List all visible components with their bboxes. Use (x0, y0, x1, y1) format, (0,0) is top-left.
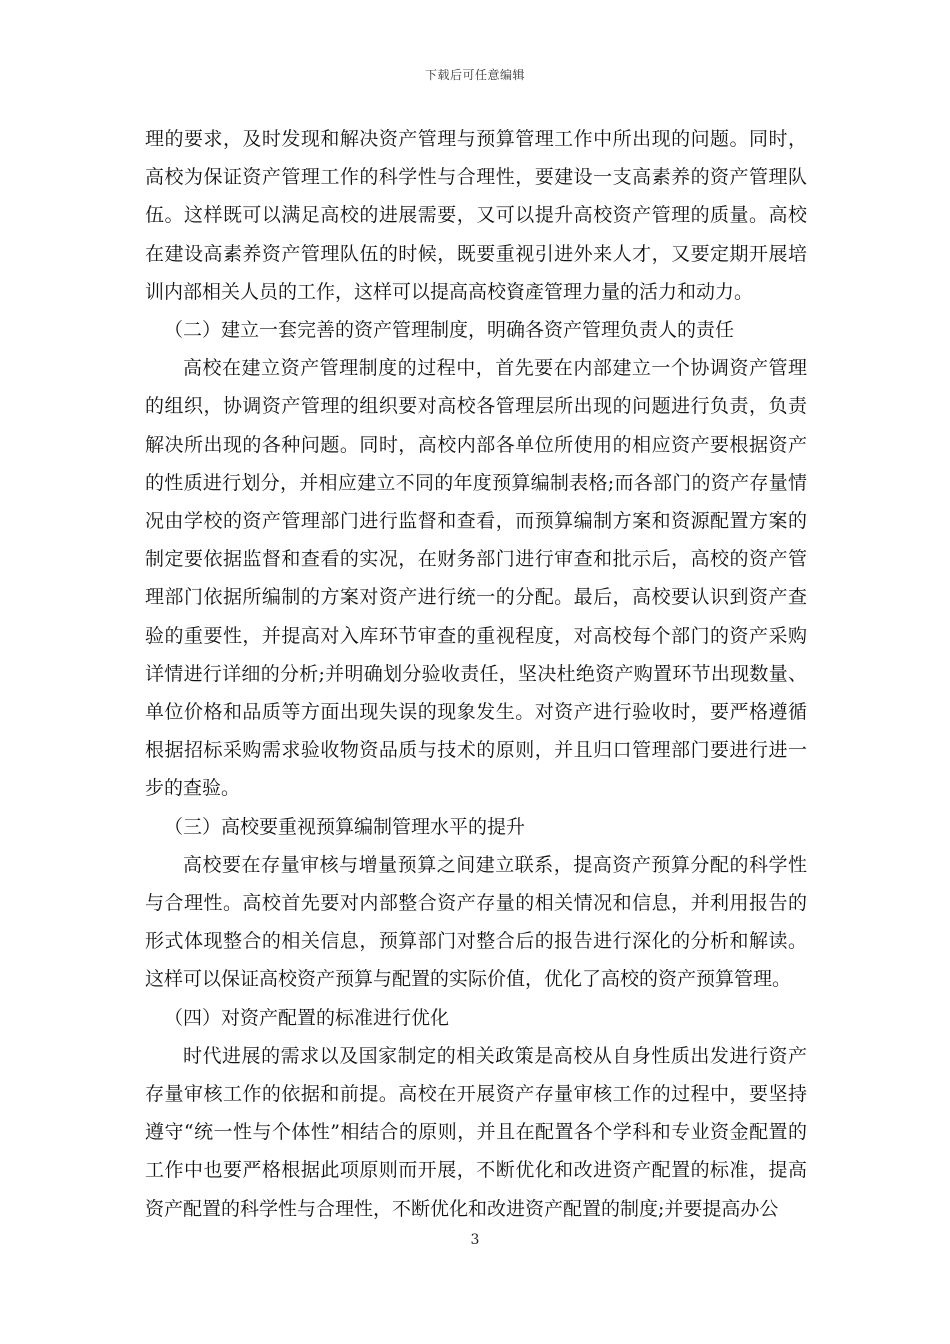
page-number: 3 (470, 1232, 480, 1248)
page-header: 下载后可任意编辑 (424, 68, 525, 82)
paragraph-budget: 高校要在存量审核与增量预算之间建立联系，提高资产预算分配的科学性与合理性。高校首先要对内部整合资产存量的相关情况和信息，并利用报告的形式体现整合的相关信息，预算部门对整合后的报告进行深化的分析和解读。这样可以保证高校资产预算与配置的实际价值，优化了高校的资产预算管理。 (145, 853, 807, 991)
document-body (145, 120, 807, 1228)
section-heading-3: （三）高校要重视预算编制管理水平的提升 (164, 815, 526, 838)
section-heading-4: （四）对资产配置的标准进行优化 (164, 1006, 450, 1029)
paragraph-asset-system: 高校在建立资产管理制度的过程中，首先要在内部建立一个协调资产管理的组织，协调资产管理的组织要对高校各管理层所出现的问题进行负责，负责解决所出现的各种问题。同时，高校内部各单位所使用的相应资产要根据资产的性质进行划分，并相应建立不同的年度预算编制表格;而各部门的资产存量情况由学校的资产管理部门进行监督和查看，而预算编制方案和资源配置方案的制定要依据监督和查看的实况，在财务部门进行审查和批示后，高校的资产管理部门依据所编制的方案对资产进行统一的分配。最后，高校要认识到资产查验的重要性，并提高对入库环节审查的重视程度，对高校每个部门的资产采购详情进行详细的分析;并明确划分验收责任，坚决杜绝资产购置环节出现数量、单位价格和品质等方面出现失误的现象发生。对资产进行验收时，要严格遵循根据招标采购需求验收物资品质与技术的原则，并且归口管理部门要进行进一步的查验。 (145, 357, 807, 800)
section-heading-2: （二）建立一套完善的资产管理制度，明确各资产管理负责人的责任 (164, 319, 735, 342)
paragraph-allocation: 时代进展的需求以及国家制定的相关政策是高校从自身性质出发进行资产存量审核工作的依据和前提。高校在开展资产存量审核工作的过程中，要坚持遵守“统一性与个体性”相结合的原则，并且在配置各个学科和专业资金配置的工作中也要严格根据此项原则而开展，不断优化和改进资产配置的标准，提高资产配置的科学性与合理性，不断优化和改进资产配置的制度;并要提高办公 (145, 1044, 807, 1220)
paragraph-continuation: 理的要求，及时发现和解决资产管理与预算管理工作中所出现的问题。同时，高校为保证资产管理工作的科学性与合理性，要建设一支高素养的资产管理队伍。这样既可以满足高校的进展需要，又可以提升高校资产管理的质量。高校在建设高素养资产管理队伍的时候，既要重视引进外来人才，又要定期开展培训内部相关人员的工作，这样可以提高高校資產管理力量的活力和动力。 (145, 128, 807, 303)
